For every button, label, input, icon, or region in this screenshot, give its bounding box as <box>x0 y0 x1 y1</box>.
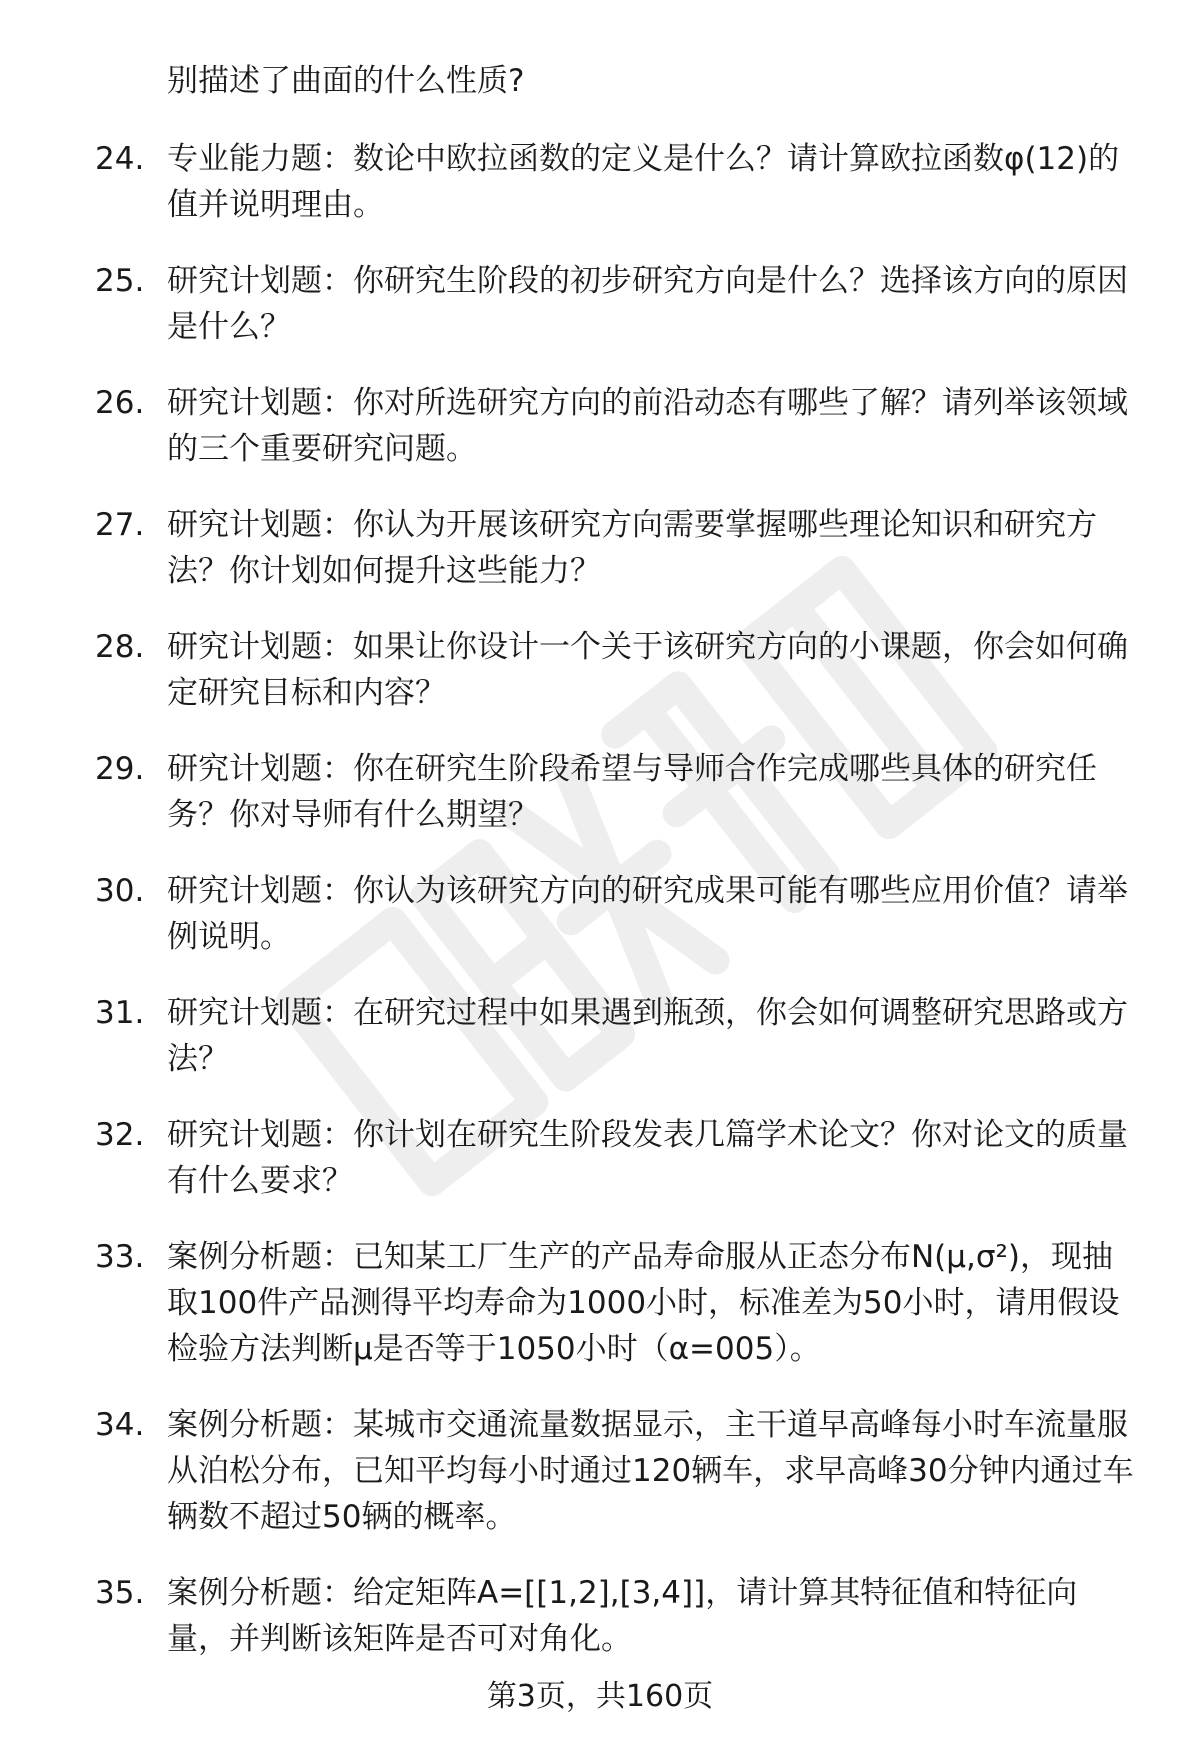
question-item <box>95 746 1135 838</box>
question-number: 32. <box>95 1117 145 1153</box>
question-number: 34. <box>95 1407 145 1443</box>
question-number: 31. <box>95 995 145 1031</box>
question-item <box>95 990 1135 1082</box>
question-item <box>95 624 1135 716</box>
question-number: 25. <box>95 263 145 299</box>
question-item <box>95 502 1135 594</box>
question-text: 研究计划题：你认为该研究方向的研究成果可能有哪些应用价值？请举例说明。 <box>167 873 1128 955</box>
question-item-23-continuation <box>95 58 1135 104</box>
page-footer <box>0 1677 1200 1717</box>
question-number: 27. <box>95 507 145 543</box>
question-text: 案例分析题：已知某工厂生产的产品寿命服从正态分布N(μ,σ²)，现抽取100件产品测得平均寿命为1000小时，标准差为50小时，请用假设检验方法判断μ是否等于1050小时（α=005）。 <box>167 1239 1120 1367</box>
question-item <box>95 1112 1135 1204</box>
question-number: 24. <box>95 141 145 177</box>
question-item <box>95 136 1135 228</box>
question-number: 26. <box>95 385 145 421</box>
question-text: 研究计划题：你认为开展该研究方向需要掌握哪些理论知识和研究方法？你计划如何提升这些能力？ <box>167 507 1097 589</box>
question-number: 33. <box>95 1239 145 1275</box>
question-text: 研究计划题：你在研究生阶段希望与导师合作完成哪些具体的研究任务？你对导师有什么期望？ <box>167 751 1097 833</box>
question-item <box>95 868 1135 960</box>
question-text: 研究计划题：你研究生阶段的初步研究方向是什么？选择该方向的原因是什么？ <box>167 263 1128 345</box>
page-number-label: 第3页，共160页 <box>486 1679 714 1714</box>
question-number: 28. <box>95 629 145 665</box>
question-item <box>95 1570 1135 1662</box>
question-text: 别描述了曲面的什么性质? <box>167 63 525 99</box>
question-item <box>95 1234 1135 1372</box>
question-number: 35. <box>95 1575 145 1611</box>
question-number: 29. <box>95 751 145 787</box>
question-text: 案例分析题：某城市交通流量数据显示，主干道早高峰每小时车流量服从泊松分布，已知平均每小时通过120辆车，求早高峰30分钟内通过车辆数不超过50辆的概率。 <box>167 1407 1134 1535</box>
question-item <box>95 1402 1135 1540</box>
question-text: 案例分析题：给定矩阵A=[[1,2],[3,4]]，请计算其特征值和特征向量，并判断该矩阵是否可对角化。 <box>167 1575 1078 1657</box>
question-text: 研究计划题：如果让你设计一个关于该研究方向的小课题，你会如何确定研究目标和内容？ <box>167 629 1128 711</box>
question-list <box>95 58 1135 1692</box>
question-item <box>95 258 1135 350</box>
question-text: 专业能力题：数论中欧拉函数的定义是什么？请计算欧拉函数φ(12)的值并说明理由。 <box>167 141 1120 223</box>
question-number: 30. <box>95 873 145 909</box>
question-text: 研究计划题：你计划在研究生阶段发表几篇学术论文？你对论文的质量有什么要求？ <box>167 1117 1128 1199</box>
question-item <box>95 380 1135 472</box>
question-text: 研究计划题：在研究过程中如果遇到瓶颈，你会如何调整研究思路或方法？ <box>167 995 1128 1077</box>
question-text: 研究计划题：你对所选研究方向的前沿动态有哪些了解？请列举该领域的三个重要研究问题。 <box>167 385 1128 467</box>
